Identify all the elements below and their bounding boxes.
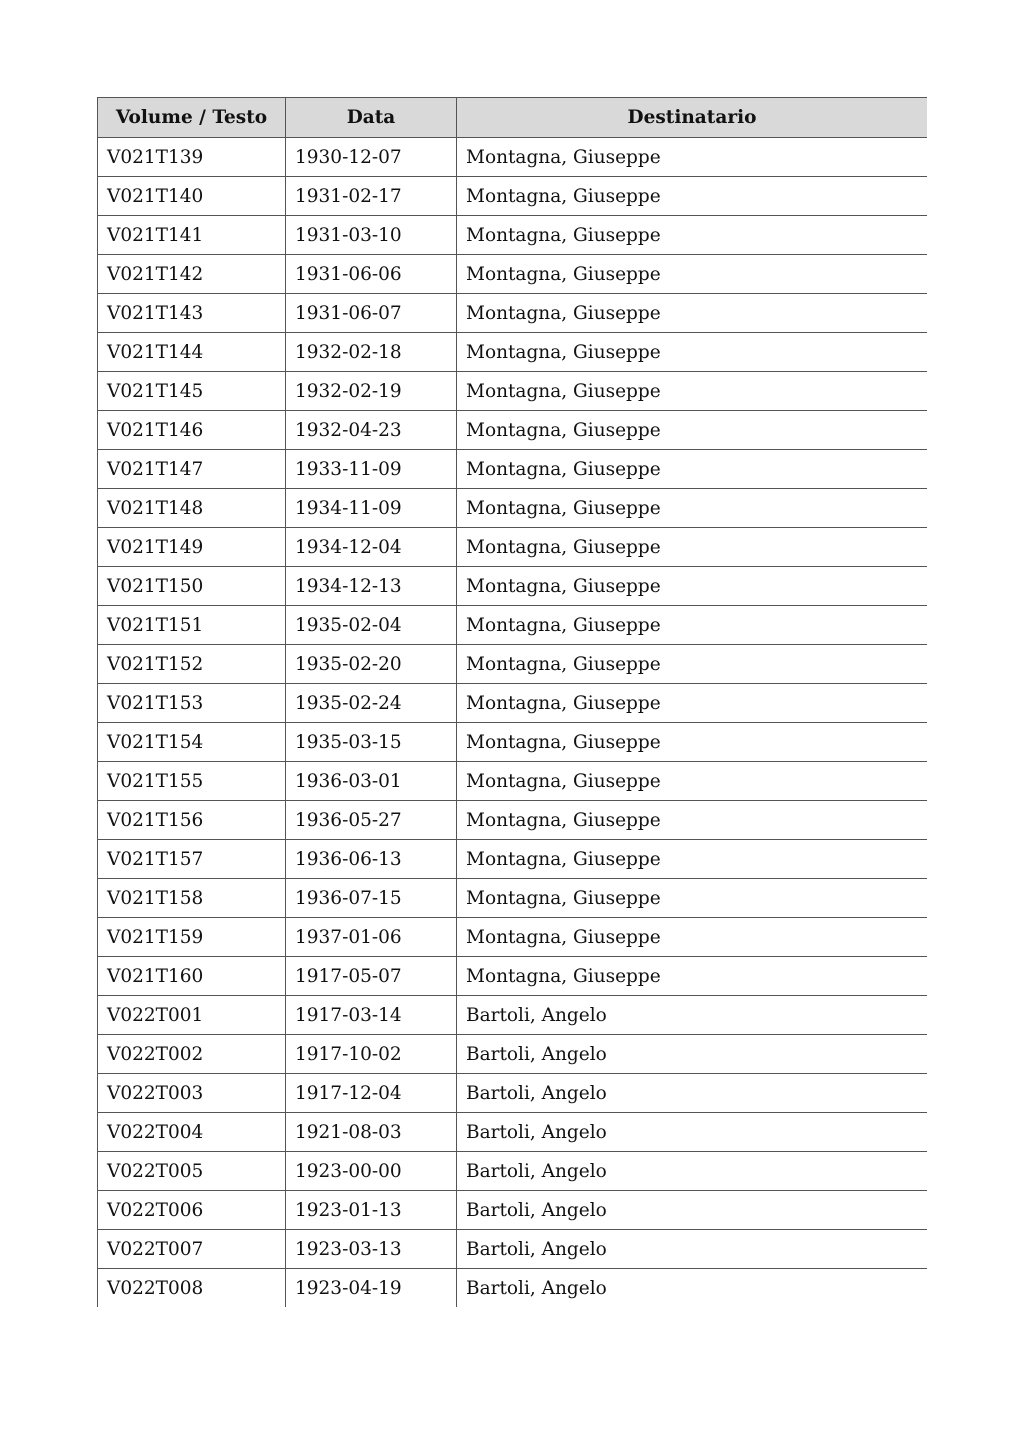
table-row <box>98 957 928 996</box>
cell-recipient: Montagna, Giuseppe <box>457 762 928 801</box>
cell-volume: V021T142 <box>98 255 286 294</box>
cell-date: 1921-08-03 <box>286 1113 457 1152</box>
table-row <box>98 801 928 840</box>
column-header-volume: Volume / Testo <box>98 98 286 138</box>
column-header-date: Data <box>286 98 457 138</box>
table-row <box>98 1269 928 1308</box>
cell-date: 1932-04-23 <box>286 411 457 450</box>
cell-volume: V021T143 <box>98 294 286 333</box>
cell-recipient: Montagna, Giuseppe <box>457 606 928 645</box>
cell-volume: V021T158 <box>98 879 286 918</box>
table-container <box>97 97 927 1312</box>
table-row <box>98 1074 928 1113</box>
cell-date: 1923-00-00 <box>286 1152 457 1191</box>
cell-recipient: Montagna, Giuseppe <box>457 801 928 840</box>
table-row <box>98 1191 928 1230</box>
cell-recipient: Bartoli, Angelo <box>457 1074 928 1113</box>
cell-volume: V021T147 <box>98 450 286 489</box>
letters-table <box>97 97 927 1307</box>
table-row <box>98 684 928 723</box>
table-row <box>98 723 928 762</box>
cell-recipient: Montagna, Giuseppe <box>457 450 928 489</box>
cell-recipient: Montagna, Giuseppe <box>457 372 928 411</box>
cell-recipient: Montagna, Giuseppe <box>457 528 928 567</box>
cell-recipient: Montagna, Giuseppe <box>457 333 928 372</box>
table-row <box>98 411 928 450</box>
cell-recipient: Montagna, Giuseppe <box>457 138 928 177</box>
table-row <box>98 840 928 879</box>
table-row <box>98 645 928 684</box>
table-header <box>98 98 928 138</box>
cell-volume: V021T140 <box>98 177 286 216</box>
cell-volume: V022T004 <box>98 1113 286 1152</box>
cell-date: 1934-11-09 <box>286 489 457 528</box>
table-row <box>98 918 928 957</box>
cell-date: 1931-06-06 <box>286 255 457 294</box>
cell-date: 1923-04-19 <box>286 1269 457 1308</box>
cell-recipient: Bartoli, Angelo <box>457 996 928 1035</box>
cell-recipient: Montagna, Giuseppe <box>457 840 928 879</box>
cell-volume: V021T157 <box>98 840 286 879</box>
table-row <box>98 879 928 918</box>
cell-volume: V022T001 <box>98 996 286 1035</box>
cell-date: 1917-10-02 <box>286 1035 457 1074</box>
cell-recipient: Montagna, Giuseppe <box>457 294 928 333</box>
cell-date: 1935-02-20 <box>286 645 457 684</box>
cell-recipient: Montagna, Giuseppe <box>457 255 928 294</box>
cell-date: 1936-06-13 <box>286 840 457 879</box>
column-header-recipient: Destinatario <box>457 98 928 138</box>
table-body <box>98 138 928 1308</box>
cell-date: 1935-02-24 <box>286 684 457 723</box>
cell-date: 1937-01-06 <box>286 918 457 957</box>
cell-recipient: Montagna, Giuseppe <box>457 411 928 450</box>
cell-volume: V021T154 <box>98 723 286 762</box>
cell-recipient: Montagna, Giuseppe <box>457 489 928 528</box>
cell-recipient: Montagna, Giuseppe <box>457 723 928 762</box>
cell-date: 1932-02-18 <box>286 333 457 372</box>
cell-date: 1934-12-13 <box>286 567 457 606</box>
cell-date: 1917-03-14 <box>286 996 457 1035</box>
cell-volume: V021T151 <box>98 606 286 645</box>
cell-volume: V021T159 <box>98 918 286 957</box>
cell-date: 1936-05-27 <box>286 801 457 840</box>
cell-volume: V022T006 <box>98 1191 286 1230</box>
table-row <box>98 1230 928 1269</box>
cell-date: 1923-03-13 <box>286 1230 457 1269</box>
cell-volume: V022T003 <box>98 1074 286 1113</box>
table-row <box>98 528 928 567</box>
cell-recipient: Bartoli, Angelo <box>457 1113 928 1152</box>
cell-recipient: Montagna, Giuseppe <box>457 918 928 957</box>
table-row <box>98 1152 928 1191</box>
cell-volume: V021T146 <box>98 411 286 450</box>
cell-date: 1936-07-15 <box>286 879 457 918</box>
table-row <box>98 138 928 177</box>
cell-recipient: Montagna, Giuseppe <box>457 645 928 684</box>
cell-volume: V021T149 <box>98 528 286 567</box>
cell-date: 1931-02-17 <box>286 177 457 216</box>
cell-volume: V021T144 <box>98 333 286 372</box>
table-row <box>98 372 928 411</box>
table-row <box>98 606 928 645</box>
cell-date: 1923-01-13 <box>286 1191 457 1230</box>
cell-recipient: Montagna, Giuseppe <box>457 216 928 255</box>
table-row <box>98 294 928 333</box>
cell-recipient: Montagna, Giuseppe <box>457 567 928 606</box>
cell-date: 1933-11-09 <box>286 450 457 489</box>
table-row <box>98 177 928 216</box>
cell-volume: V022T007 <box>98 1230 286 1269</box>
header-row <box>98 98 928 138</box>
cell-recipient: Montagna, Giuseppe <box>457 684 928 723</box>
cell-date: 1932-02-19 <box>286 372 457 411</box>
cell-volume: V021T152 <box>98 645 286 684</box>
cell-date: 1931-03-10 <box>286 216 457 255</box>
cell-date: 1935-03-15 <box>286 723 457 762</box>
table-row <box>98 333 928 372</box>
cell-volume: V021T141 <box>98 216 286 255</box>
cell-volume: V021T145 <box>98 372 286 411</box>
table-row <box>98 450 928 489</box>
cell-volume: V022T002 <box>98 1035 286 1074</box>
table-row <box>98 1035 928 1074</box>
cell-recipient: Montagna, Giuseppe <box>457 879 928 918</box>
cell-volume: V022T008 <box>98 1269 286 1308</box>
cell-volume: V021T139 <box>98 138 286 177</box>
cell-recipient: Montagna, Giuseppe <box>457 177 928 216</box>
cell-recipient: Bartoli, Angelo <box>457 1035 928 1074</box>
cell-recipient: Bartoli, Angelo <box>457 1230 928 1269</box>
cell-volume: V021T160 <box>98 957 286 996</box>
table-row <box>98 1113 928 1152</box>
cell-volume: V021T148 <box>98 489 286 528</box>
cell-recipient: Montagna, Giuseppe <box>457 957 928 996</box>
cell-date: 1935-02-04 <box>286 606 457 645</box>
cell-recipient: Bartoli, Angelo <box>457 1269 928 1308</box>
cell-volume: V021T153 <box>98 684 286 723</box>
table-row <box>98 216 928 255</box>
cell-date: 1936-03-01 <box>286 762 457 801</box>
table-row <box>98 996 928 1035</box>
cell-date: 1931-06-07 <box>286 294 457 333</box>
cell-date: 1934-12-04 <box>286 528 457 567</box>
table-row <box>98 567 928 606</box>
cell-volume: V021T156 <box>98 801 286 840</box>
cell-recipient: Bartoli, Angelo <box>457 1152 928 1191</box>
table-row <box>98 489 928 528</box>
cell-volume: V021T155 <box>98 762 286 801</box>
cell-recipient: Bartoli, Angelo <box>457 1191 928 1230</box>
cell-volume: V021T150 <box>98 567 286 606</box>
cell-volume: V022T005 <box>98 1152 286 1191</box>
cell-date: 1917-12-04 <box>286 1074 457 1113</box>
cell-date: 1930-12-07 <box>286 138 457 177</box>
table-row <box>98 255 928 294</box>
cell-date: 1917-05-07 <box>286 957 457 996</box>
table-row <box>98 762 928 801</box>
